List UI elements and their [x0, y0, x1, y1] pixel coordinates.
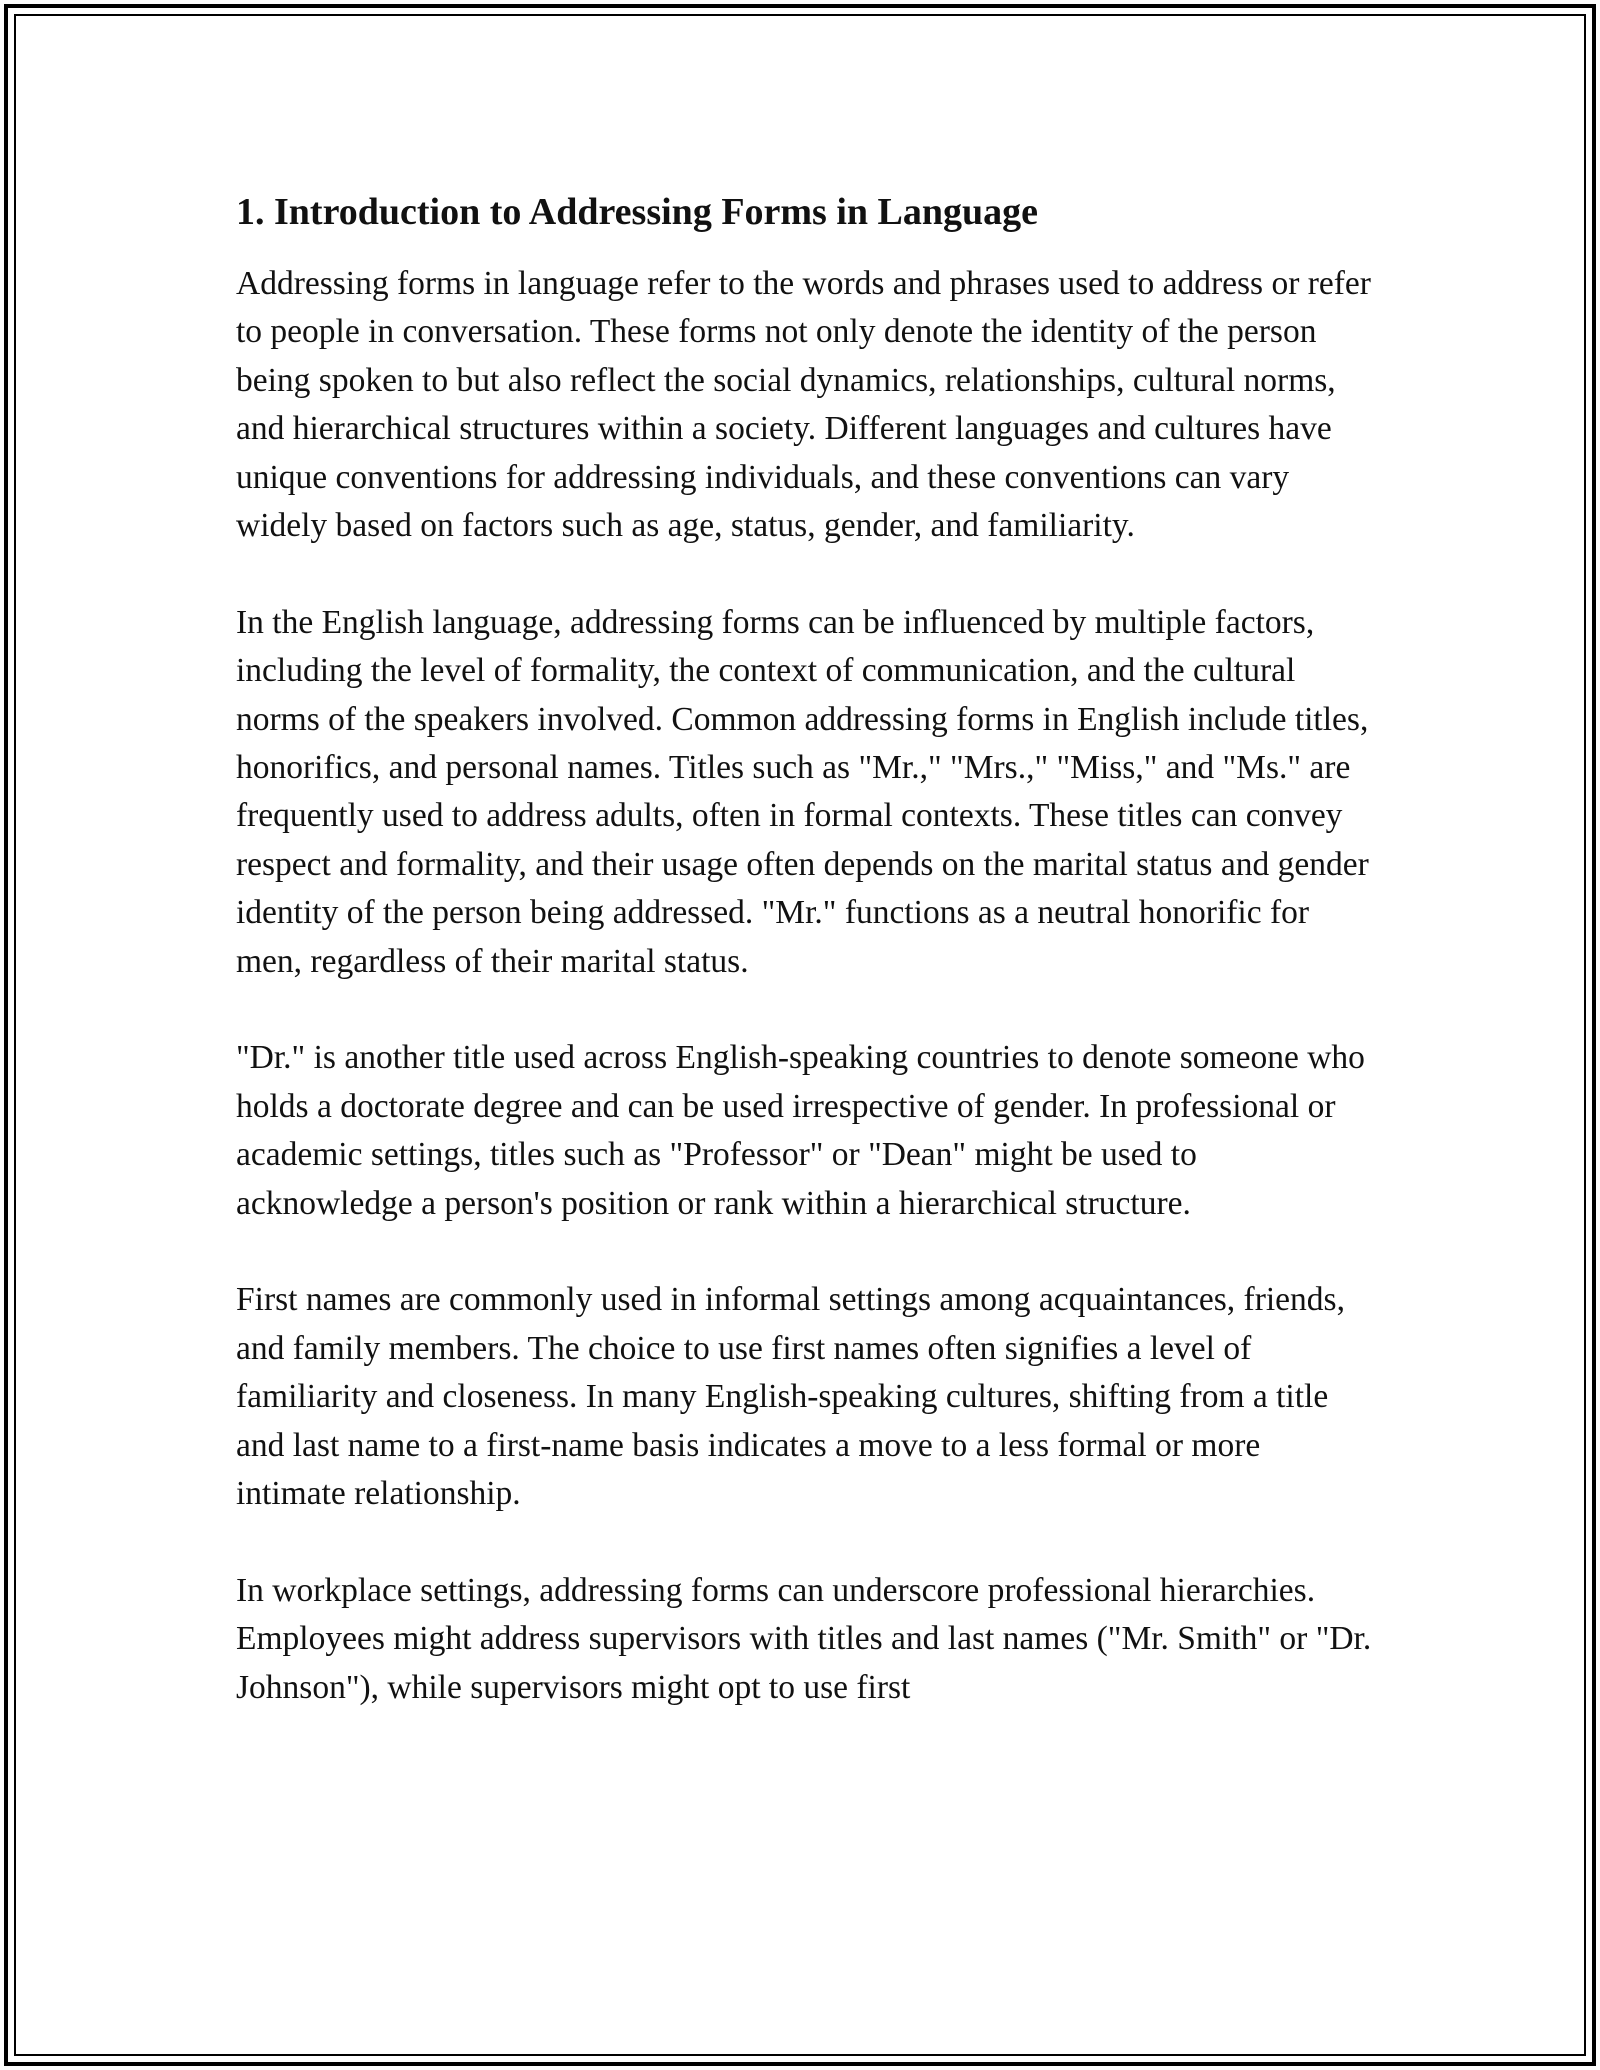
paragraph-5: In workplace settings, addressing forms can underscore professional hierarchies. Employees might address supervisors with titles and last names ("Mr. Smith" or "Dr. Johnson"), while supervisors might opt to use first: [236, 1571, 1372, 1706]
paragraph-2: In the English language, addressing forms can be influenced by multiple factors, including the level of formality, the context of communication, and the cultural norms of the speakers involved. Common addressing forms in English include titles, honorifics, and personal names. Titles such as "Mr.," "Mrs.," "Miss," and "Ms." are frequently used to address adults, often in formal contexts. These titles can convey respect and formality, and their usage often depends on the marital status and gender identity of the person being addressed. "Mr." functions as a neutral honorific for men, regardless of their marital status.: [236, 603, 1369, 980]
document-body: [236, 184, 1376, 1761]
paragraph-3: "Dr." is another title used across English-speaking countries to denote someone who holds a doctorate degree and can be used irrespective of gender. In professional or academic settings, titles such as "Professor" or "Dean" might be used to acknowledge a person's position or rank within a hierarchical structure.: [236, 1039, 1365, 1222]
section-title: 1. Introduction to Addressing Forms in Language: [236, 191, 1039, 233]
paragraph-4: First names are commonly used in informal settings among acquaintances, friends, and family members. The choice to use first names often signifies a level of familiarity and closeness. In many English-speaking cultures, shifting from a title and last name to a first-name basis indicates a move to a less formal or more intimate relationship.: [236, 1281, 1345, 1513]
paragraph-1: Addressing forms in language refer to the words and phrases used to address or refer to people in conversation. These forms not only denote the identity of the person being spoken to but also reflect the social dynamics, relationships, cultural norms, and hierarchical structures within a society. Different languages and cultures have unique conventions for addressing individuals, and these conventions can vary widely based on factors such as age, status, gender, and familiarity.: [236, 265, 1371, 545]
